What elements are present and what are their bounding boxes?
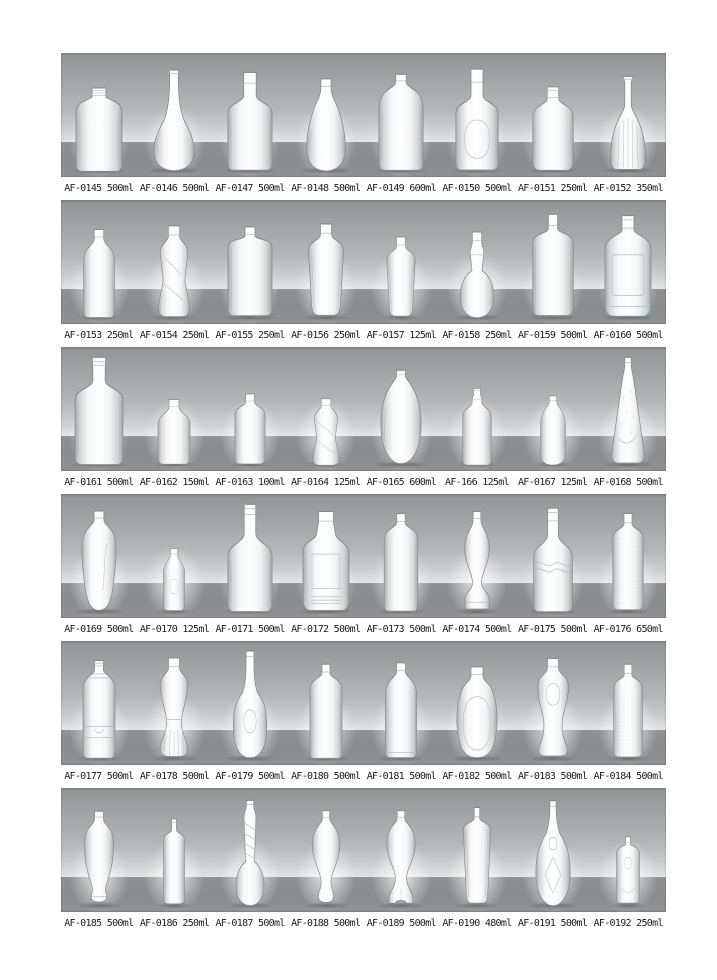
bottle-label: AF-0185 500ml <box>64 918 134 929</box>
label-strip <box>61 324 666 347</box>
bottle-label: AF-0171 500ml <box>215 624 285 635</box>
catalog-row-2 <box>61 200 666 347</box>
label-strip <box>61 177 666 200</box>
bottle-cell-af-0157 <box>364 200 440 324</box>
bottle-label: AF-0162 150ml <box>139 477 210 488</box>
bottle-cell-af-0165 <box>364 347 440 471</box>
photo-panel <box>61 53 666 177</box>
bottle-cell-af-0162 <box>137 347 213 471</box>
bottle-cell-af-0155 <box>212 200 288 324</box>
bottle-label: AF-0187 500ml <box>215 918 285 929</box>
bottle-catalog <box>61 53 666 935</box>
bottle-cell-af-0151 <box>515 53 591 177</box>
bottle-image <box>150 63 198 175</box>
bottle-cell-af-0190 <box>439 788 515 912</box>
bottle-label: AF-0181 500ml <box>366 771 436 782</box>
bottle-cell-af-0164 <box>288 347 364 471</box>
bottle-label: AF-0147 500ml <box>215 183 285 194</box>
bottle-cell-af-166 <box>439 347 515 471</box>
bottle-cell-af-0188 <box>288 788 364 912</box>
bottle-image <box>230 796 270 910</box>
bottle-label: AF-0150 500ml <box>442 183 512 194</box>
bottle-label: AF-0180 500ml <box>291 771 361 782</box>
bottle-image <box>454 65 500 175</box>
bottle-image <box>226 67 274 175</box>
bottle-cell-af-0156 <box>288 200 364 324</box>
bottle-label: AF-0174 500ml <box>442 624 512 635</box>
bottle-cell-af-0167 <box>515 347 591 471</box>
bottle-label: AF-0153 250ml <box>64 330 134 341</box>
photo-panel <box>61 494 666 618</box>
bottle-image <box>377 69 425 175</box>
bottle-label: AF-0177 500ml <box>64 771 134 782</box>
bottle-cell-af-0160 <box>590 200 666 324</box>
bottle-label: AF-0191 500ml <box>517 918 588 929</box>
bottle-cell-af-0170 <box>137 494 213 618</box>
bottle-cell-af-0148 <box>288 53 364 177</box>
bottle-cell-af-0180 <box>288 641 364 765</box>
bottle-cell-af-0174 <box>439 494 515 618</box>
bottle-label: AF-0188 500ml <box>291 918 361 929</box>
bottle-image <box>228 648 272 763</box>
photo-panel <box>61 641 666 765</box>
label-strip <box>61 765 666 788</box>
bottle-image <box>609 659 647 763</box>
bottle-image <box>306 659 346 763</box>
bottle-label: AF-0186 250ml <box>139 918 210 929</box>
bottle-label: AF-0158 250ml <box>442 330 512 341</box>
label-strip <box>61 618 666 641</box>
bottle-label: AF-0156 250ml <box>291 330 361 341</box>
bottle-image <box>531 798 575 910</box>
bottle-label: AF-0152 350ml <box>593 183 663 194</box>
bottle-label: AF-0161 500ml <box>64 477 134 488</box>
bottle-cell-af-0182 <box>439 641 515 765</box>
bottle-cell-af-0189 <box>364 788 440 912</box>
bottle-cell-af-0145 <box>61 53 137 177</box>
bottle-cell-af-0172 <box>288 494 364 618</box>
bottle-image <box>153 651 195 763</box>
bottle-label: AF-0183 500ml <box>517 771 588 782</box>
bottle-label: AF-0172 500ml <box>291 624 361 635</box>
bottle-cell-af-0146 <box>137 53 213 177</box>
bottle-image <box>226 500 274 616</box>
bottle-cell-af-0184 <box>590 641 666 765</box>
photo-panel <box>61 788 666 912</box>
bottle-image <box>384 230 418 322</box>
bottle-cell-af-0153 <box>61 200 137 324</box>
bottle-label: AF-0170 125ml <box>139 624 210 635</box>
bottle-cell-af-0163 <box>212 347 288 471</box>
bottle-image <box>232 389 268 469</box>
bottle-cell-af-0149 <box>364 53 440 177</box>
bottle-image <box>79 806 119 910</box>
bottle-image <box>81 222 117 322</box>
bottle-image <box>303 71 349 175</box>
bottle-image <box>381 659 421 763</box>
bottle-image <box>154 218 194 322</box>
bottle-image <box>531 81 575 175</box>
label-strip <box>61 912 666 935</box>
bottle-image <box>73 353 125 469</box>
bottle-cell-af-0179 <box>212 641 288 765</box>
bottle-label: AF-0154 250ml <box>139 330 210 341</box>
bottle-image <box>603 210 653 322</box>
bottle-label: AF-0169 500ml <box>64 624 134 635</box>
bottle-image <box>158 544 190 616</box>
bottle-cell-af-0192 <box>590 788 666 912</box>
bottle-cell-af-0168 <box>590 347 666 471</box>
bottle-label: AF-0165 600ml <box>366 477 436 488</box>
bottle-cell-af-0171 <box>212 494 288 618</box>
bottle-label: AF-0148 500ml <box>291 183 361 194</box>
bottle-label: AF-0173 500ml <box>366 624 436 635</box>
bottle-image <box>460 383 494 469</box>
bottle-cell-af-0150 <box>439 53 515 177</box>
bottle-label: AF-0149 600ml <box>366 183 436 194</box>
bottle-label: AF-0146 500ml <box>139 183 210 194</box>
photo-panel <box>61 347 666 471</box>
bottle-cell-af-0161 <box>61 347 137 471</box>
catalog-row-1 <box>61 53 666 200</box>
bottle-image <box>454 659 500 763</box>
bottle-image <box>537 391 569 469</box>
bottle-image <box>301 506 351 616</box>
bottle-image <box>79 655 119 763</box>
bottle-image <box>456 226 498 322</box>
bottle-label: AF-0164 125ml <box>291 477 361 488</box>
bottle-label: AF-0175 500ml <box>517 624 588 635</box>
bottle-cell-af-0175 <box>515 494 591 618</box>
bottle-image <box>376 365 426 469</box>
bottle-label: AF-0151 250ml <box>517 183 588 194</box>
bottle-label: AF-0160 500ml <box>593 330 663 341</box>
catalog-row-4 <box>61 494 666 641</box>
bottle-label: AF-0189 500ml <box>366 918 436 929</box>
bottle-cell-af-0173 <box>364 494 440 618</box>
bottle-label: AF-0182 500ml <box>442 771 512 782</box>
bottle-label: AF-0184 500ml <box>593 771 663 782</box>
bottle-image <box>605 353 651 469</box>
bottle-cell-af-0154 <box>137 200 213 324</box>
bottle-image <box>155 393 193 469</box>
bottle-image <box>74 77 124 175</box>
bottle-label: AF-0190 480ml <box>442 918 512 929</box>
bottle-image <box>531 504 575 616</box>
bottle-cell-af-0159 <box>515 200 591 324</box>
bottle-cell-af-0191 <box>515 788 591 912</box>
bottle-image <box>77 504 121 616</box>
bottle-image <box>456 506 498 616</box>
bottle-image <box>458 802 496 910</box>
bottle-label: AF-0163 100ml <box>215 477 285 488</box>
bottle-image <box>530 210 576 322</box>
bottle-cell-af-0181 <box>364 641 440 765</box>
bottle-label: AF-0159 500ml <box>517 330 588 341</box>
catalog-row-5 <box>61 641 666 788</box>
bottle-cell-af-0158 <box>439 200 515 324</box>
bottle-image <box>605 67 651 175</box>
bottle-label: AF-0192 250ml <box>593 918 663 929</box>
bottle-label: AF-166 125ml <box>445 477 509 488</box>
bottle-image <box>380 804 422 910</box>
bottle-image <box>225 222 275 322</box>
bottle-label: AF-0145 500ml <box>64 183 134 194</box>
bottle-cell-af-0177 <box>61 641 137 765</box>
bottle-image <box>608 508 648 616</box>
bottle-label: AF-0157 125ml <box>366 330 436 341</box>
bottle-label: AF-0167 125ml <box>517 477 588 488</box>
bottle-cell-af-0178 <box>137 641 213 765</box>
catalog-row-6 <box>61 788 666 935</box>
bottle-cell-af-0185 <box>61 788 137 912</box>
bottle-image <box>158 814 190 910</box>
bottle-image <box>532 653 574 763</box>
bottle-image <box>306 804 346 910</box>
bottle-cell-af-0187 <box>212 788 288 912</box>
bottle-cell-af-0147 <box>212 53 288 177</box>
bottle-label: AF-0178 500ml <box>139 771 210 782</box>
catalog-row-3 <box>61 347 666 494</box>
bottle-cell-af-0152 <box>590 53 666 177</box>
bottle-cell-af-0186 <box>137 788 213 912</box>
bottle-image <box>305 216 347 322</box>
bottle-label: AF-0179 500ml <box>215 771 285 782</box>
bottle-cell-af-0169 <box>61 494 137 618</box>
label-strip <box>61 471 666 494</box>
photo-panel <box>61 200 666 324</box>
bottle-cell-af-0183 <box>515 641 591 765</box>
bottle-label: AF-0168 500ml <box>593 477 663 488</box>
bottle-label: AF-0155 250ml <box>215 330 285 341</box>
bottle-image <box>309 393 343 469</box>
bottle-label: AF-0176 650ml <box>593 624 663 635</box>
bottle-image <box>380 508 422 616</box>
bottle-cell-af-0176 <box>590 494 666 618</box>
bottle-image <box>612 832 644 910</box>
